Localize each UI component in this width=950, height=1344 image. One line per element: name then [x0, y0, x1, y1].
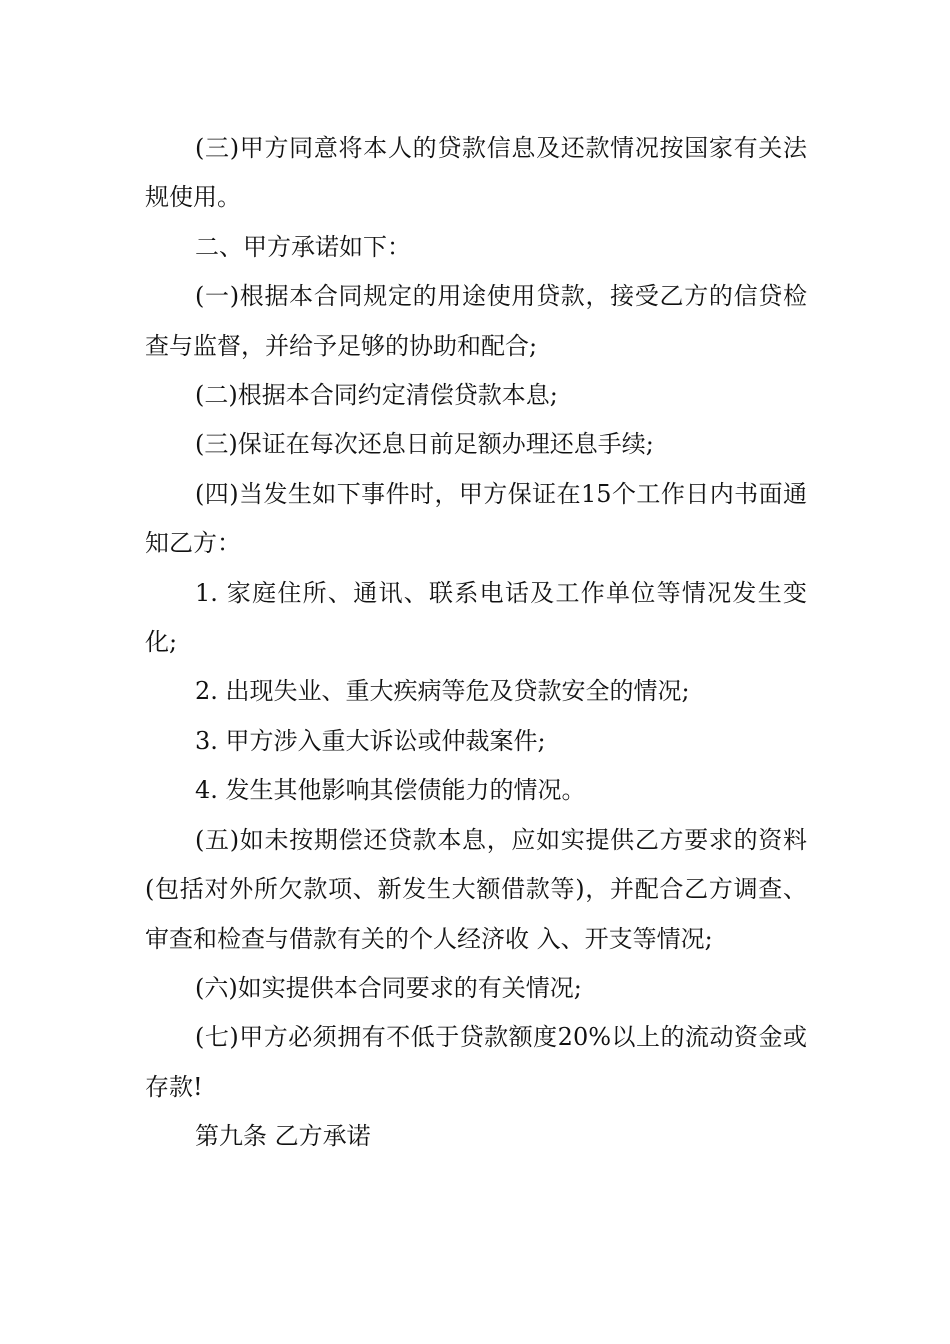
heading-party-a-commitments: 二、甲方承诺如下：	[195, 232, 411, 261]
list-item-2: 2. 出现失业、重大疾病等危及贷款安全的情况;	[195, 677, 690, 706]
paragraph-commitment-2: (二)根据本合同约定清偿贷款本息;	[195, 381, 558, 410]
paragraph-commitment-5: (五)如未按期偿还贷款本息，应如实提供乙方要求的资料(包括对外所欠款项、新发生大额借款等)，并配合乙方调查、审查和检查与借款有关的个人经济收 入、开支等情况;	[145, 825, 807, 953]
list-item-1: 1. 家庭住所、通讯、联系电话及工作单位等情况发生变化;	[145, 578, 807, 657]
paragraph-commitment-7: (七)甲方必须拥有不低于贷款额度20%以上的流动资金或存款!	[145, 1023, 807, 1101]
paragraph-commitment-6: (六)如实提供本合同要求的有关情况;	[195, 973, 582, 1002]
document-body	[145, 124, 807, 1162]
list-item-3: 3. 甲方涉入重大诉讼或仲裁案件;	[195, 726, 546, 755]
list-item-4: 4. 发生其他影响其偿债能力的情况。	[195, 776, 586, 805]
paragraph-commitment-1: (一)根据本合同规定的用途使用贷款，接受乙方的信贷检查与监督，并给予足够的协助和配合;	[145, 282, 807, 360]
article-nine-heading: 第九条 乙方承诺	[195, 1122, 371, 1151]
paragraph-commitment-3: (三)保证在每次还息日前足额办理还息手续;	[195, 430, 654, 459]
paragraph-credit-info-use: (三)甲方同意将本人的贷款信息及还款情况按国家有关法规使用。	[145, 134, 807, 212]
paragraph-commitment-4: (四)当发生如下事件时，甲方保证在15个工作日内书面通知乙方：	[145, 479, 807, 558]
